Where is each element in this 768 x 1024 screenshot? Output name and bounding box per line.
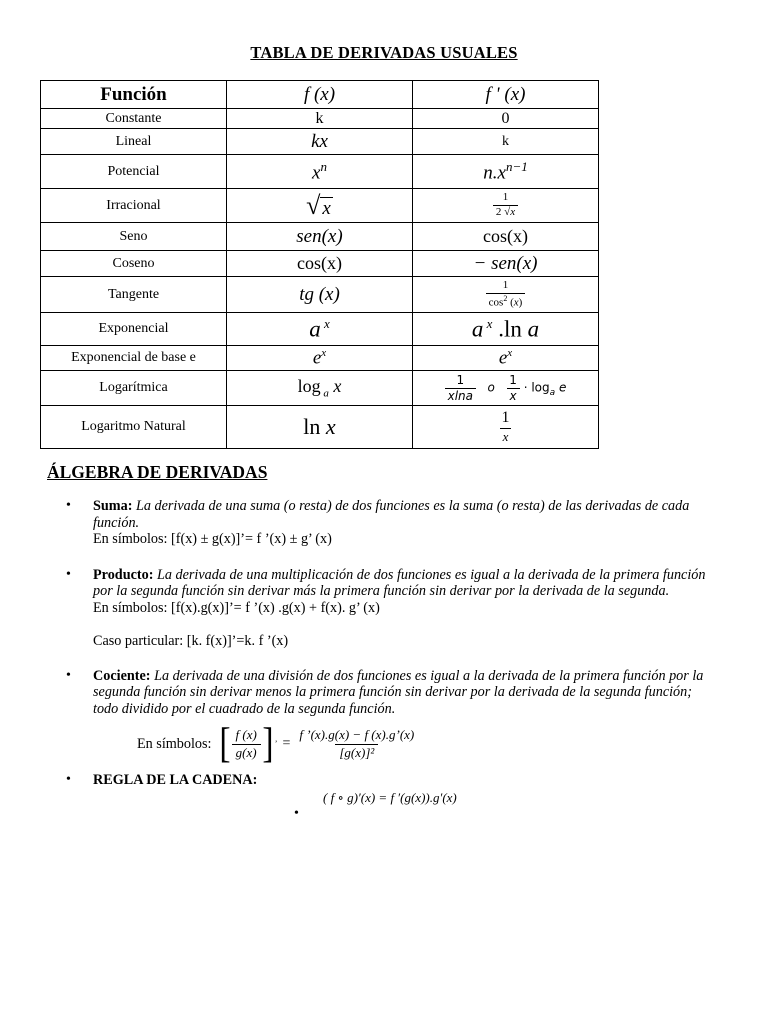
table-row <box>41 313 599 346</box>
list-item-cadena <box>66 772 716 806</box>
row-f: kx <box>227 129 413 155</box>
bullet-icon: • <box>294 806 299 821</box>
row-f: √ x <box>227 189 413 223</box>
cociente-formula: En símbolos: [ $\frac{f (x)}{g(x)}$ ] ’ = $\frac{f ’(x).g(x) - f (x).g’(x)}{\text{[g(x)]²}}$ <box>137 723 716 765</box>
rhs-num: f ’(x).g(x) − f (x).g’(x) <box>299 727 415 742</box>
row-name: Lineal <box>41 129 227 155</box>
suma-text: La derivada de una suma (o resta) de dos funciones es la suma (o resta) de las derivadas de cada función. <box>93 498 690 531</box>
table-row <box>41 223 599 251</box>
table-row <box>41 109 599 129</box>
producto-symbols: En símbolos: [f(x).g(x)]’= f ’(x) .g(x) + f(x). g’ (x) <box>93 599 380 616</box>
row-df: $\frac{1}{2 √x}$ <box>413 189 599 223</box>
table-row <box>41 346 599 371</box>
lhs-num: f (x) <box>235 727 257 742</box>
row-df: cos(x) <box>413 223 599 251</box>
algebra-list <box>66 498 716 823</box>
row-df: k <box>413 129 599 155</box>
list-item-cociente <box>66 668 716 766</box>
table-row <box>41 277 599 313</box>
table-row <box>41 189 599 223</box>
row-f: tg (x) <box>227 277 413 313</box>
row-name: Seno <box>41 223 227 251</box>
cociente-text: La derivada de una división de dos funciones es igual a la derivada de la primera función por la segunda función sin derivar menos la primera función sin derivar por la derivada de la segunda función; todo dividido por el cuadrado de la segunda función. <box>93 667 704 717</box>
cociente-symbols-label: En símbolos: <box>137 735 212 752</box>
row-name: Constante <box>41 109 227 129</box>
row-name: Coseno <box>41 251 227 277</box>
row-df: 0 <box>413 109 599 129</box>
producto-text: La derivada de una multiplicación de dos funciones es igual a la derivada de la primera función por la segunda función sin derivar más la primera función sin derivar por la derivada de la segunda. <box>93 566 706 599</box>
row-df: $\frac{1}{x}$ <box>413 406 599 449</box>
row-f: k <box>227 109 413 129</box>
list-item-suma <box>66 498 716 548</box>
table-row <box>41 155 599 189</box>
row-f: log $_a$ x <box>227 371 413 406</box>
table-row <box>41 251 599 277</box>
header-funcion: Función <box>41 81 227 109</box>
row-f: ln x <box>227 406 413 449</box>
derivatives-table <box>40 80 599 449</box>
table-row <box>41 371 599 406</box>
algebra-title: ÁLGEBRA DE DERIVADAS <box>47 462 268 482</box>
row-f: cos(x) <box>227 251 413 277</box>
producto-label: Producto: <box>93 566 154 583</box>
bullet-icon: • <box>66 667 71 683</box>
table-row <box>41 406 599 449</box>
header-f: f (x) <box>227 81 413 109</box>
row-f: $x^n$ <box>227 155 413 189</box>
bullet-icon: • <box>66 566 71 582</box>
suma-label: Suma: <box>93 498 133 514</box>
list-item-producto <box>66 567 716 650</box>
producto-special: Caso particular: [k. f(x)]’=k. f ’(x) <box>93 633 289 649</box>
row-name: Exponencial de base e <box>41 346 227 371</box>
row-df: $\frac{1}{xlna}$ o $\frac{1}{x}$ · $\log_a e$ <box>413 371 599 406</box>
cadena-formula: ( f ∘ g)′(x) = f ′(g(x)).g′(x) <box>323 789 457 805</box>
bullet-icon: • <box>66 498 71 513</box>
header-df: f ' (x) <box>413 81 599 109</box>
row-df: $e^x$ <box>413 346 599 371</box>
row-name: Irracional <box>41 189 227 223</box>
row-df: − sen(x) <box>413 251 599 277</box>
row-df: a $^x$ .ln a <box>413 313 599 346</box>
suma-symbols: En símbolos: [f(x) ± g(x)]’= f ’(x) ± g’ (x) <box>93 531 332 547</box>
cadena-label: REGLA DE LA CADENA: <box>93 772 258 788</box>
row-f: a $^x$ <box>227 313 413 346</box>
row-df: $n.x^{n-1}$ <box>413 155 599 189</box>
table-row <box>41 129 599 155</box>
lhs-den: g(x) <box>232 744 261 762</box>
row-f: sen(x) <box>227 223 413 251</box>
row-name: Logaritmo Natural <box>41 406 227 449</box>
bullet-icon: • <box>66 772 71 787</box>
row-name: Potencial <box>41 155 227 189</box>
table-header-row <box>41 81 599 109</box>
row-name: Tangente <box>41 277 227 313</box>
page-title: TABLA DE DERIVADAS USUALES <box>250 43 518 62</box>
row-name: Logarítmica <box>41 371 227 406</box>
rhs-den: [g(x)]² <box>335 744 378 762</box>
row-df: $\frac{1}{\cos^2 (x)}$ <box>413 277 599 313</box>
row-f: $e^x$ <box>227 346 413 371</box>
cociente-label: Cociente: <box>93 667 151 684</box>
row-name: Exponencial <box>41 313 227 346</box>
